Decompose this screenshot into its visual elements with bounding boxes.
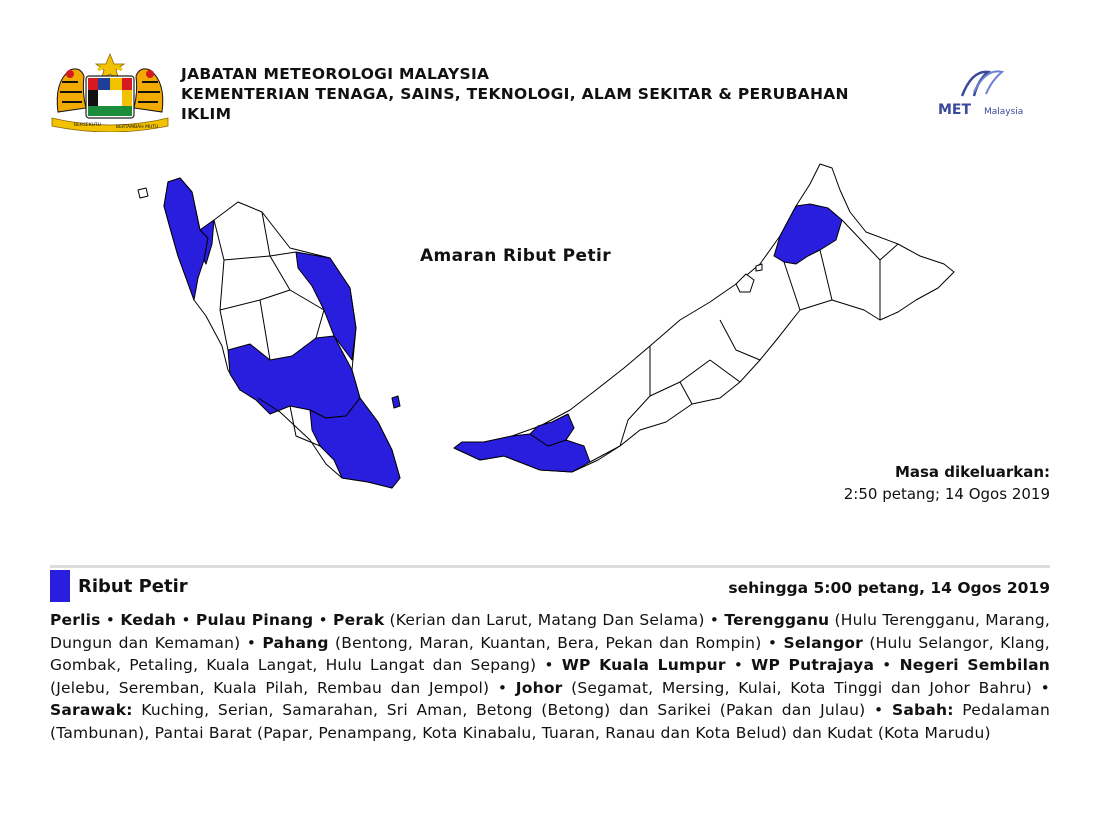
legend-color-swatch	[50, 570, 70, 602]
island-langkawi	[138, 188, 148, 198]
area-detail: (Segamat, Mersing, Kulai, Kota Tinggi dan Johor Bahru)	[571, 678, 1033, 697]
island-labuan	[756, 264, 762, 271]
area-state-name: Negeri Sembilan	[899, 656, 1050, 674]
area-state-name: WP Putrajaya	[751, 656, 875, 674]
agency-line-1: JABATAN METEOROLOGI MALAYSIA	[181, 65, 490, 83]
area-state-name: Kedah	[120, 611, 177, 629]
logo-met-text: MET	[938, 102, 972, 118]
logo-malaysia-text: Malaysia	[984, 107, 1024, 117]
issued-time-block	[844, 461, 1050, 505]
crest-motto-left: BERSEKUTU	[74, 123, 101, 128]
affected-areas-text: Perlis • Kedah • Pulau Pinang • Perak (Kerian dan Larut, Matang Dan Selama) • Terengganu (Hulu Terengganu, Marang, Dungun dan Kemaman) • Pahang (Bentong, Maran, Kuantan, Bera, Pekan dan Rompin) • Selangor (Hulu Selangor, Klang, Gombak, Petaling, Kuala Langat, Hulu Langat dan Sepang) • WP Kuala Lumpur • WP Putrajaya • Negeri Sembilan (Jelebu, Seremban, Kuala Pilah, Rembau dan Jempol) • Johor (Segamat, Mersing, Kulai, Kota Tinggi dan Johor Bahru) • Sarawak: Kuching, Serian, Samarahan, Sri Aman, Betong (Betong) dan Sarikei (Pakan dan Julau) • Sabah: Pedalaman (Tambunan), Pantai Barat (Papar, Penampang, Kota Kinabalu, Tuaran, Ranau dan Kota Belud) dan Kudat (Kota Marudu)	[50, 611, 1050, 742]
area-state-name: Johor	[515, 678, 563, 697]
agency-header	[181, 64, 921, 124]
east-malaysia	[454, 164, 954, 472]
issued-label: Masa dikeluarkan:	[894, 463, 1050, 481]
legend-label: Ribut Petir	[78, 576, 188, 597]
area-detail: Pedalaman (Tambunan), Pantai Barat (Papar, Penampang, Kota Kinabalu, Tuaran, Ranau dan Kota Belud) dan Kudat (Kota Marudu)	[50, 701, 1050, 742]
met-malaysia-logo-icon	[932, 66, 1050, 122]
area-state-name: Pulau Pinang	[195, 611, 314, 629]
area-state-name: Perlis	[50, 611, 101, 629]
area-detail: (Jelebu, Seremban, Kuala Pilah, Rembau dan Jempol)	[50, 678, 490, 697]
area-state-name: Selangor	[783, 633, 864, 652]
agency-line-2: KEMENTERIAN TENAGA, SAINS, TEKNOLOGI, ALAM SEKITAR & PERUBAHAN	[181, 85, 849, 103]
island-tioman	[392, 396, 400, 408]
area-detail: (Hulu Selangor, Klang, Gombak, Petaling, Kuala Langat, Hulu Langat dan Sepang)	[50, 633, 1050, 674]
crest-motto-right: BERTAMBAH MUTU	[116, 125, 159, 130]
issued-time: 2:50 petang; 14 Ogos 2019	[843, 485, 1050, 503]
malaysia-coat-of-arms-icon	[48, 52, 172, 132]
agency-line-3: IKLIM	[181, 105, 232, 123]
area-detail: (Bentong, Maran, Kuantan, Bera, Pekan dan Rompin)	[335, 633, 762, 652]
map-title: Amaran Ribut Petir	[420, 246, 611, 266]
area-detail: (Hulu Terengganu, Marang, Dungun dan Kemaman)	[50, 611, 1050, 652]
section-divider	[50, 565, 1050, 568]
area-state-name: Perak	[333, 611, 385, 629]
valid-until: sehingga 5:00 petang, 14 Ogos 2019	[728, 579, 1050, 597]
area-state-name: WP Kuala Lumpur	[561, 656, 726, 674]
area-state-name: Pahang	[262, 633, 329, 652]
area-state-name: Terengganu	[724, 611, 830, 629]
area-detail: (Kerian dan Larut, Matang Dan Selama)	[389, 611, 705, 629]
area-state-name: Sabah:	[892, 701, 954, 719]
area-state-name: Sarawak:	[50, 701, 133, 719]
area-detail: Kuching, Serian, Samarahan, Sri Aman, Betong (Betong) dan Sarikei (Pakan dan Julau)	[141, 701, 866, 719]
